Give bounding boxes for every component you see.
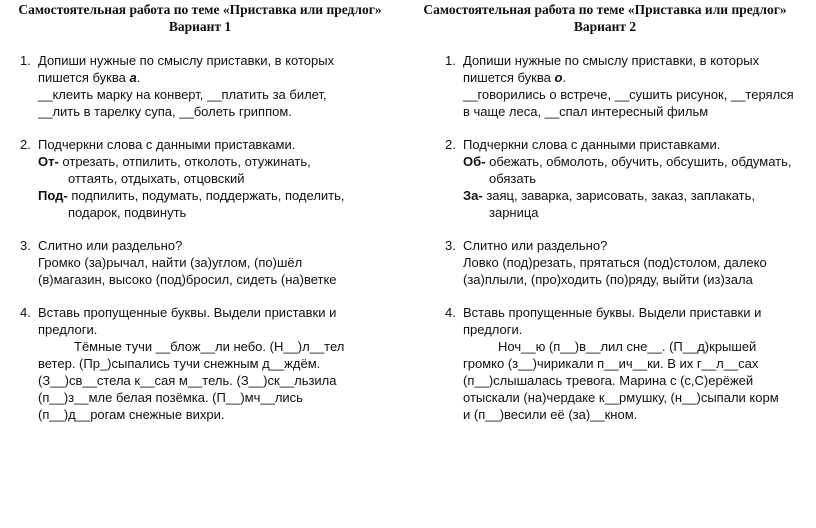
exercise-line: (п__)слышалась тревога. Марина с (с,С)ерёжей [463, 373, 754, 388]
task-instruction: Допиши нужные по смыслу приставки, в которых [463, 53, 760, 68]
exercise-line: отыскали (на)чердаке к__рмушку, (н__)сыпали корм [463, 390, 779, 405]
target-letter: о [554, 70, 563, 85]
task-number: 1. [20, 53, 31, 68]
variant-2-column [405, 0, 805, 528]
word-list: обежать, обмолоть, обучить, обсушить, обдумать, [485, 154, 792, 169]
task-number: 2. [445, 137, 456, 152]
target-letter: а [129, 70, 137, 85]
task-instruction: Вставь пропущенные буквы. Выдели приставки и [463, 305, 762, 320]
task-number: 4. [445, 305, 456, 320]
word-list: обязать [489, 171, 537, 186]
prefix-label: От- [38, 154, 59, 169]
exercise-line: __клеить марку на конверт, __платить за билет, [38, 87, 327, 102]
exercise-line: (п__)д__рогам снежные вихри. [38, 407, 225, 422]
word-list: подарок, подвинуть [68, 205, 187, 220]
instruction-text: пишется буква [38, 70, 130, 85]
prefix-label: За- [463, 188, 483, 203]
prefix-line [463, 153, 792, 170]
prefix-line [38, 187, 345, 204]
prefix-label: Под- [38, 188, 68, 203]
task-instruction: Слитно или раздельно? [38, 238, 183, 253]
word-list: зарница [489, 205, 539, 220]
exercise-line: в чаще леса, __спал интересный фильм [463, 104, 709, 119]
exercise-line: (в)магазин, высоко (под)бросил, сидеть (на)ветке [38, 272, 337, 287]
worksheet-title: Самостоятельная работа по теме «Приставка или предлог» [423, 2, 787, 17]
word-list: оттаять, отдыхать, отцовский [68, 171, 245, 186]
exercise-line: Ловко (под)резать, прятаться (под)столом, далеко [463, 255, 767, 270]
word-list: подпилить, подумать, поддержать, поделить, [67, 188, 345, 203]
exercise-line: ветер. (Пр_)сыпались тучи снежным д__ждём. [38, 356, 321, 371]
word-list: заяц, заварка, зарисовать, заказ, заплакать, [482, 188, 755, 203]
exercise-line: (З__)св__стела к__сая м__тель. (З__)ск__льзила [38, 373, 337, 388]
exercise-line: Ноч__ю (п__)в__лил сне__. (П__д)крышей [498, 339, 757, 354]
task-instruction: Подчеркни слова с данными приставками. [38, 137, 296, 152]
task-number: 2. [20, 137, 31, 152]
exercise-line: __говорились о встрече, __сушить рисунок, __терялся [463, 87, 794, 102]
task-instruction: Допиши нужные по смыслу приставки, в которых [38, 53, 335, 68]
exercise-line: громко (з__)чирикали п__ич__ки. В их г__л__сах [463, 356, 759, 371]
prefix-line [463, 187, 755, 204]
task-number: 4. [20, 305, 31, 320]
variant-label: Вариант 2 [573, 19, 637, 34]
task-number: 3. [445, 238, 456, 253]
task-instruction-line: предлоги. [38, 322, 98, 337]
variant-1-column [0, 0, 400, 528]
period: . [562, 70, 567, 85]
word-list: отрезать, отпилить, отколоть, отужинать, [58, 154, 311, 169]
exercise-line: __лить в тарелку супа, __болеть гриппом. [38, 104, 292, 119]
worksheet-title: Самостоятельная работа по теме «Приставка или предлог» [18, 2, 382, 17]
variant-label: Вариант 1 [168, 19, 232, 34]
exercise-line: Громко (за)рычал, найти (за)углом, (по)шёл [38, 255, 303, 270]
prefix-line [38, 153, 311, 170]
prefix-label: Об- [463, 154, 486, 169]
task-instruction: Подчеркни слова с данными приставками. [463, 137, 721, 152]
exercise-line: и (п__)весили её (за)__кном. [463, 407, 638, 422]
task-number: 3. [20, 238, 31, 253]
period: . [136, 70, 141, 85]
exercise-line: Тёмные тучи __блож__ли небо. (Н__)л__тел [74, 339, 345, 354]
instruction-text: пишется буква [463, 70, 555, 85]
task-instruction-line [463, 69, 566, 86]
task-instruction-line: предлоги. [463, 322, 523, 337]
task-instruction: Слитно или раздельно? [463, 238, 608, 253]
task-instruction-line [38, 69, 140, 86]
exercise-line: (п__)з__мле белая позёмка. (П__)мч__лись [38, 390, 303, 405]
task-number: 1. [445, 53, 456, 68]
task-instruction: Вставь пропущенные буквы. Выдели приставки и [38, 305, 337, 320]
exercise-line: (за)плыли, (про)ходить (по)ряду, выйти (из)зала [463, 272, 753, 287]
